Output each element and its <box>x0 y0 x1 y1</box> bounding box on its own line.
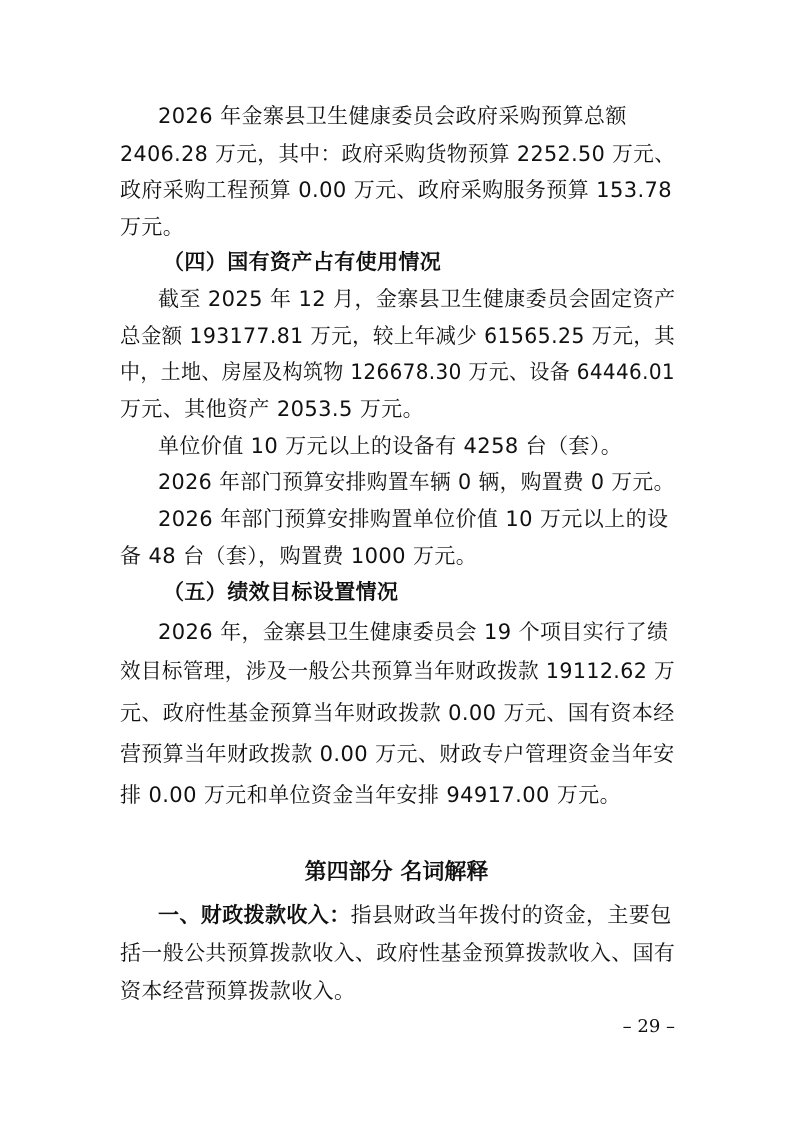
performance-line-4: 营预算当年财政拨款 0.00 万元、财政专户管理资金当年安 <box>120 742 675 766</box>
purchase-line-2: 备 48 台（套），购置费 1000 万元。 <box>120 544 478 568</box>
procurement-line-1: 2026 年金寨县卫生健康委员会政府采购预算总额 <box>158 104 627 128</box>
term-1-line-1 <box>158 900 672 930</box>
term-1-definition-start: 指县财政当年拨付的资金，主要包 <box>350 903 672 927</box>
page-number: – 29 – <box>622 1016 675 1037</box>
assets-line-2: 总金额 193177.81 万元，较上年减少 61565.25 万元，其 <box>120 324 676 348</box>
equipment-line: 单位价值 10 万元以上的设备有 4258 台（套）。 <box>158 434 623 458</box>
assets-line-4: 万元、其他资产 2053.5 万元。 <box>120 397 425 421</box>
vehicles-line: 2026 年部门预算安排购置车辆 0 辆，购置费 0 万元。 <box>158 470 675 494</box>
performance-line-1: 2026 年，金寨县卫生健康委员会 19 个项目实行了绩 <box>158 620 669 644</box>
procurement-line-3: 政府采购工程预算 0.00 万元、政府采购服务预算 153.78 <box>120 178 673 202</box>
assets-line-3: 中，土地、房屋及构筑物 126678.30 万元、设备 64446.01 <box>120 360 675 384</box>
term-1-line-3: 资本经营预算拨款收入。 <box>120 979 356 1003</box>
procurement-line-2: 2406.28 万元，其中：政府采购货物预算 2252.50 万元、 <box>120 142 676 166</box>
section-4-title: （四）国有资产占有使用情况 <box>163 250 442 274</box>
section-5-title: （五）绩效目标设置情况 <box>163 580 399 604</box>
assets-line-1: 截至 2025 年 12 月，金寨县卫生健康委员会固定资产 <box>158 287 676 311</box>
purchase-line-1: 2026 年部门预算安排购置单位价值 10 万元以上的设 <box>158 507 669 531</box>
performance-line-2: 效目标管理，涉及一般公共预算当年财政拨款 19112.62 万 <box>120 659 676 683</box>
procurement-line-4: 万元。 <box>120 215 185 239</box>
performance-line-3: 元、政府性基金预算当年财政拨款 0.00 万元、国有资本经 <box>120 701 675 725</box>
performance-line-5: 排 0.00 万元和单位资金当年安排 94917.00 万元。 <box>120 783 622 807</box>
term-1-line-2: 括一般公共预算拨款收入、政府性基金预算拨款收入、国有 <box>120 941 676 965</box>
part-4-title: 第四部分 名词解释 <box>304 860 489 885</box>
term-1-label: 一、财政拨款收入： <box>158 903 351 927</box>
